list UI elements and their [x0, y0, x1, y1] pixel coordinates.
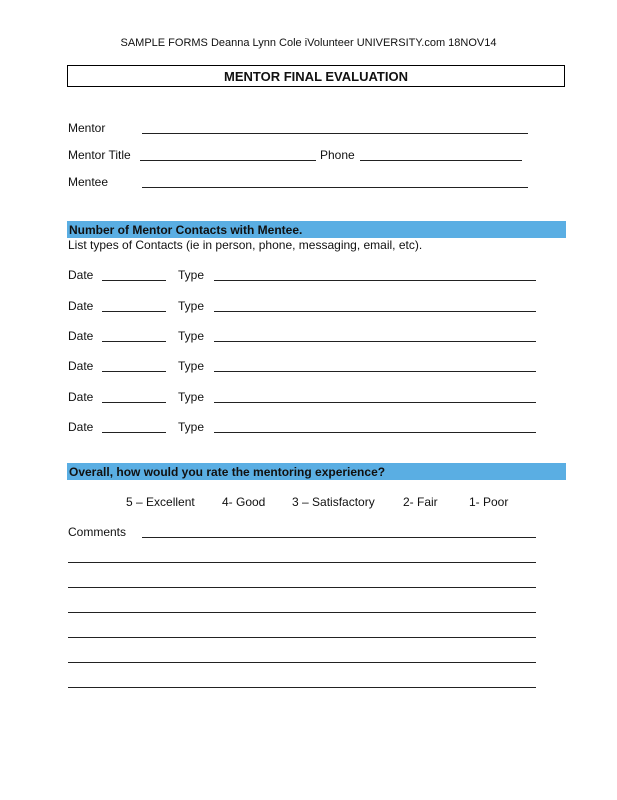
date-label: Date [68, 299, 94, 313]
type-label: Type [178, 390, 205, 404]
mentor-field[interactable] [142, 133, 528, 134]
type-label: Type [178, 299, 205, 313]
date-field[interactable] [102, 402, 166, 403]
rating-option-poor[interactable]: 1- Poor [469, 495, 509, 509]
date-field[interactable] [102, 341, 166, 342]
comment-line[interactable] [68, 587, 536, 588]
type-field[interactable] [214, 341, 536, 342]
type-field[interactable] [214, 280, 536, 281]
contacts-heading-band [67, 221, 566, 238]
comment-line[interactable] [68, 637, 536, 638]
type-field[interactable] [214, 311, 536, 312]
mentor-title-field[interactable] [140, 160, 316, 161]
date-label: Date [68, 329, 94, 343]
phone-label: Phone [320, 148, 355, 162]
comment-line[interactable] [68, 687, 536, 688]
type-label: Type [178, 359, 205, 373]
mentor-title-label: Mentor Title [68, 148, 131, 162]
comment-line[interactable] [68, 612, 536, 613]
date-field[interactable] [102, 432, 166, 433]
type-label: Type [178, 420, 205, 434]
rating-option-fair[interactable]: 2- Fair [403, 495, 438, 509]
mentee-label: Mentee [68, 175, 109, 189]
comment-line[interactable] [68, 662, 536, 663]
mentor-label: Mentor [68, 121, 106, 135]
form-title: MENTOR FINAL EVALUATION [224, 69, 408, 84]
phone-field[interactable] [360, 160, 522, 161]
date-field[interactable] [102, 371, 166, 372]
rating-option-excellent[interactable]: 5 – Excellent [126, 495, 195, 509]
date-label: Date [68, 390, 94, 404]
rating-option-satisfactory[interactable]: 3 – Satisfactory [292, 495, 375, 509]
date-label: Date [68, 359, 94, 373]
comments-field[interactable] [142, 537, 536, 538]
mentee-field[interactable] [142, 187, 528, 188]
contacts-instruction: List types of Contacts (ie in person, phone, messaging, email, etc). [68, 238, 423, 252]
type-label: Type [178, 329, 205, 343]
comments-label: Comments [68, 525, 127, 539]
type-label: Type [178, 268, 205, 282]
page-header: SAMPLE FORMS Deanna Lynn Cole iVolunteer UNIVERSITY.com 18NOV14 [120, 37, 497, 49]
title-box [67, 65, 565, 87]
date-field[interactable] [102, 280, 166, 281]
date-label: Date [68, 268, 94, 282]
rating-heading-band [67, 463, 566, 480]
date-label: Date [68, 420, 94, 434]
date-field[interactable] [102, 311, 166, 312]
contacts-heading: Number of Mentor Contacts with Mentee. [69, 223, 303, 237]
rating-option-good[interactable]: 4- Good [222, 495, 266, 509]
comment-line[interactable] [68, 562, 536, 563]
type-field[interactable] [214, 432, 536, 433]
type-field[interactable] [214, 371, 536, 372]
type-field[interactable] [214, 402, 536, 403]
rating-heading: Overall, how would you rate the mentoring experience? [69, 465, 386, 479]
